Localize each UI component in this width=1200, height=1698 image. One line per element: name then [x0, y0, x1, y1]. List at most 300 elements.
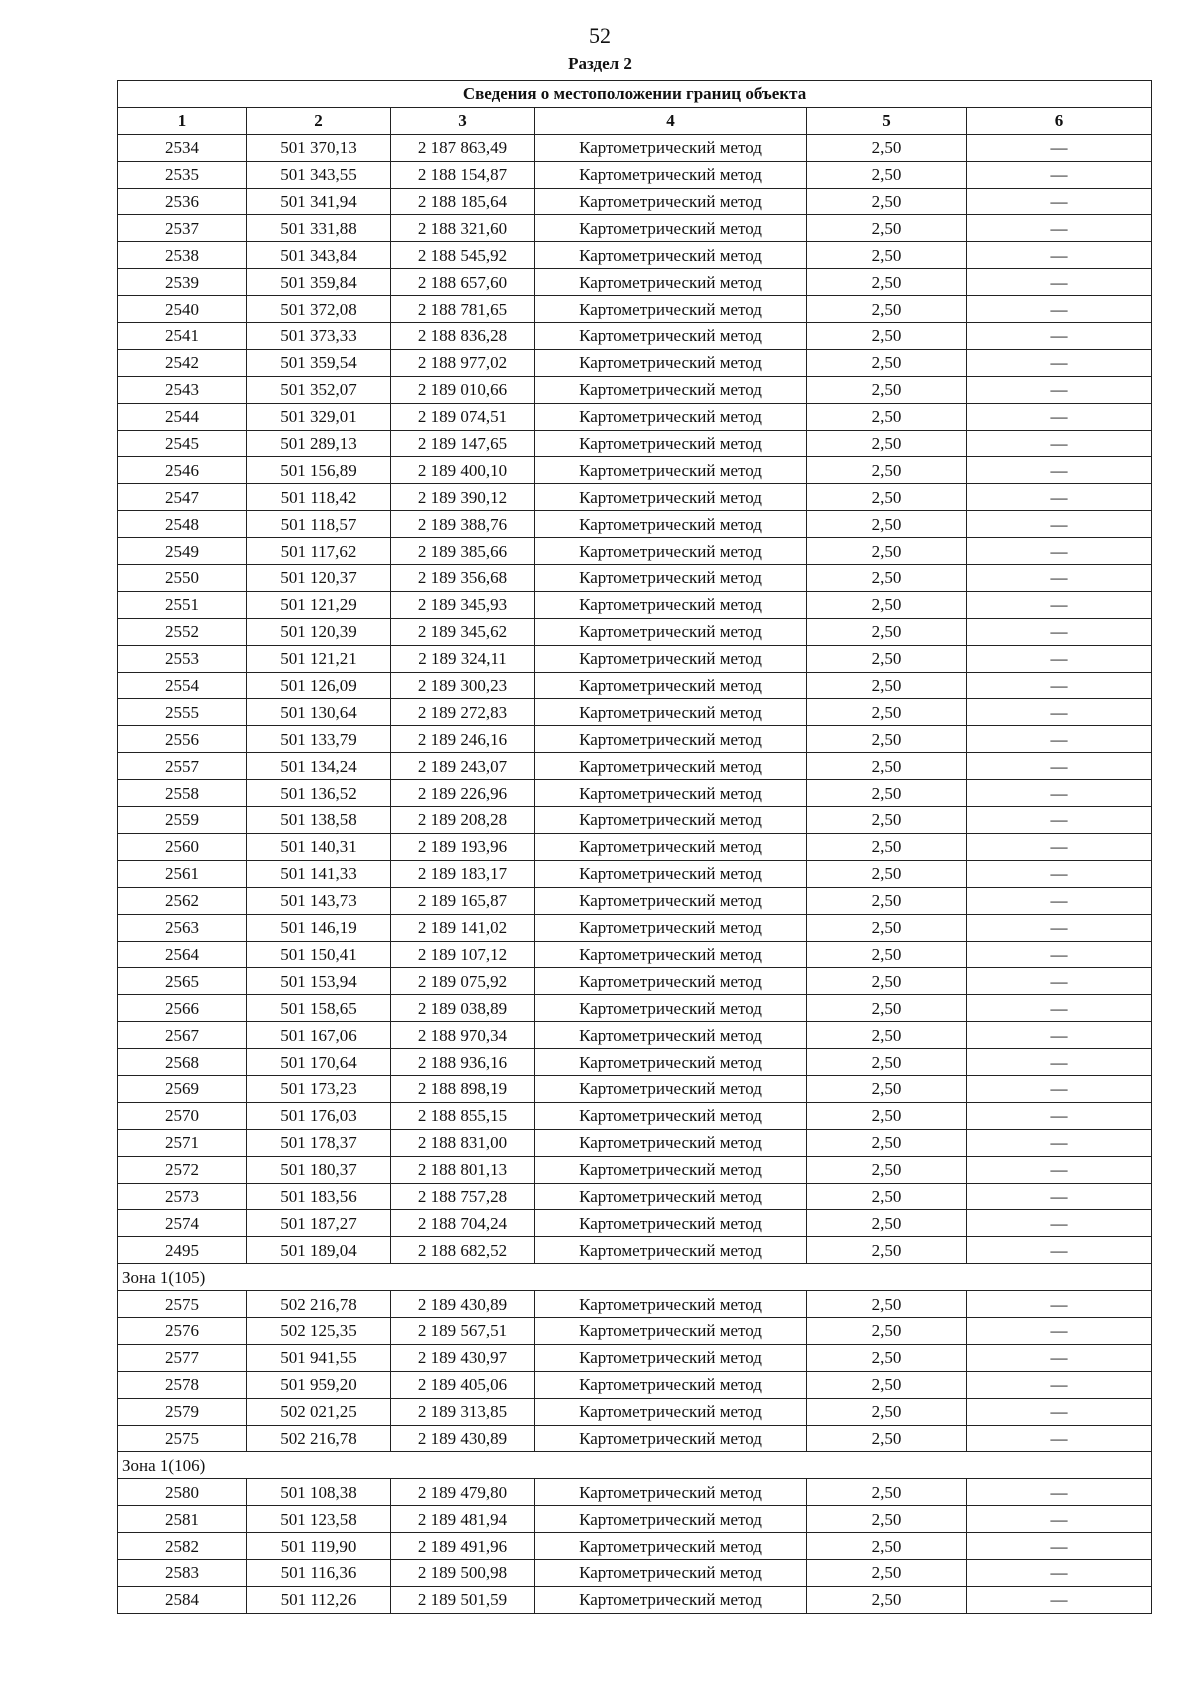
section-title: Раздел 2 — [568, 54, 632, 73]
method-cell: Картометрический метод — [535, 1075, 807, 1102]
x-coordinate-cell: 501 133,79 — [247, 726, 391, 753]
method-cell: Картометрический метод — [535, 1049, 807, 1076]
note-cell: — — [967, 1398, 1152, 1425]
y-coordinate-cell: 2 188 898,19 — [391, 1075, 535, 1102]
x-coordinate-cell: 501 289,13 — [247, 430, 391, 457]
accuracy-cell: 2,50 — [807, 134, 967, 161]
point-number-cell: 2542 — [118, 349, 247, 376]
accuracy-cell: 2,50 — [807, 1398, 967, 1425]
x-coordinate-cell: 501 141,33 — [247, 860, 391, 887]
note-cell: — — [967, 215, 1152, 242]
method-cell: Картометрический метод — [535, 887, 807, 914]
note-cell: — — [967, 914, 1152, 941]
table-row — [118, 1425, 1152, 1452]
y-coordinate-cell: 2 188 781,65 — [391, 296, 535, 323]
table-row — [118, 242, 1152, 269]
y-coordinate-cell: 2 189 075,92 — [391, 968, 535, 995]
point-number-cell: 2545 — [118, 430, 247, 457]
note-cell: — — [967, 538, 1152, 565]
note-cell: — — [967, 565, 1152, 592]
note-cell: — — [967, 1506, 1152, 1533]
y-coordinate-cell: 2 188 970,34 — [391, 1022, 535, 1049]
x-coordinate-cell: 501 173,23 — [247, 1075, 391, 1102]
y-coordinate-cell: 2 189 193,96 — [391, 833, 535, 860]
y-coordinate-cell: 2 188 682,52 — [391, 1237, 535, 1264]
note-cell: — — [967, 807, 1152, 834]
accuracy-cell: 2,50 — [807, 430, 967, 457]
x-coordinate-cell: 501 150,41 — [247, 941, 391, 968]
note-cell: — — [967, 591, 1152, 618]
accuracy-cell: 2,50 — [807, 215, 967, 242]
table-row — [118, 1049, 1152, 1076]
x-coordinate-cell: 501 118,42 — [247, 484, 391, 511]
y-coordinate-cell: 2 188 657,60 — [391, 269, 535, 296]
y-coordinate-cell: 2 189 500,98 — [391, 1559, 535, 1586]
point-number-cell: 2575 — [118, 1291, 247, 1318]
note-cell: — — [967, 1479, 1152, 1506]
accuracy-cell: 2,50 — [807, 914, 967, 941]
point-number-cell: 2554 — [118, 672, 247, 699]
y-coordinate-cell: 2 189 567,51 — [391, 1317, 535, 1344]
accuracy-cell: 2,50 — [807, 1479, 967, 1506]
x-coordinate-cell: 501 126,09 — [247, 672, 391, 699]
point-number-cell: 2553 — [118, 645, 247, 672]
y-coordinate-cell: 2 189 388,76 — [391, 511, 535, 538]
y-coordinate-cell: 2 189 243,07 — [391, 753, 535, 780]
x-coordinate-cell: 501 158,65 — [247, 995, 391, 1022]
table-row — [118, 134, 1152, 161]
method-cell: Картометрический метод — [535, 161, 807, 188]
method-cell: Картометрический метод — [535, 296, 807, 323]
table-row — [118, 457, 1152, 484]
table-row — [118, 780, 1152, 807]
y-coordinate-cell: 2 187 863,49 — [391, 134, 535, 161]
method-cell: Картометрический метод — [535, 1344, 807, 1371]
point-number-cell: 2534 — [118, 134, 247, 161]
method-cell: Картометрический метод — [535, 1156, 807, 1183]
x-coordinate-cell: 501 143,73 — [247, 887, 391, 914]
point-number-cell: 2556 — [118, 726, 247, 753]
y-coordinate-cell: 2 188 185,64 — [391, 188, 535, 215]
y-coordinate-cell: 2 189 385,66 — [391, 538, 535, 565]
x-coordinate-cell: 501 959,20 — [247, 1371, 391, 1398]
x-coordinate-cell: 501 373,33 — [247, 323, 391, 350]
note-cell: — — [967, 188, 1152, 215]
x-coordinate-cell: 501 352,07 — [247, 376, 391, 403]
method-cell: Картометрический метод — [535, 457, 807, 484]
table-row — [118, 1479, 1152, 1506]
note-cell: — — [967, 887, 1152, 914]
method-cell: Картометрический метод — [535, 941, 807, 968]
table-row — [118, 1533, 1152, 1560]
method-cell: Картометрический метод — [535, 1317, 807, 1344]
x-coordinate-cell: 502 125,35 — [247, 1317, 391, 1344]
x-coordinate-cell: 501 136,52 — [247, 780, 391, 807]
method-cell: Картометрический метод — [535, 1210, 807, 1237]
y-coordinate-cell: 2 189 010,66 — [391, 376, 535, 403]
accuracy-cell: 2,50 — [807, 242, 967, 269]
y-coordinate-cell: 2 189 430,89 — [391, 1291, 535, 1318]
x-coordinate-cell: 502 021,25 — [247, 1398, 391, 1425]
accuracy-cell: 2,50 — [807, 1559, 967, 1586]
x-coordinate-cell: 501 153,94 — [247, 968, 391, 995]
y-coordinate-cell: 2 189 038,89 — [391, 995, 535, 1022]
y-coordinate-cell: 2 189 300,23 — [391, 672, 535, 699]
y-coordinate-cell: 2 189 165,87 — [391, 887, 535, 914]
method-cell: Картометрический метод — [535, 672, 807, 699]
accuracy-cell: 2,50 — [807, 591, 967, 618]
note-cell: — — [967, 941, 1152, 968]
method-cell: Картометрический метод — [535, 1371, 807, 1398]
accuracy-cell: 2,50 — [807, 672, 967, 699]
note-cell: — — [967, 645, 1152, 672]
point-number-cell: 2582 — [118, 1533, 247, 1560]
accuracy-cell: 2,50 — [807, 618, 967, 645]
x-coordinate-cell: 501 359,84 — [247, 269, 391, 296]
x-coordinate-cell: 501 130,64 — [247, 699, 391, 726]
accuracy-cell: 2,50 — [807, 1586, 967, 1613]
table-row — [118, 914, 1152, 941]
y-coordinate-cell: 2 188 321,60 — [391, 215, 535, 242]
point-number-cell: 2584 — [118, 1586, 247, 1613]
x-coordinate-cell: 501 341,94 — [247, 188, 391, 215]
note-cell: — — [967, 1183, 1152, 1210]
table-row — [118, 1237, 1152, 1264]
y-coordinate-cell: 2 189 226,96 — [391, 780, 535, 807]
table-row — [118, 403, 1152, 430]
note-cell: — — [967, 349, 1152, 376]
zone-label: Зона 1(106) — [118, 1452, 1152, 1479]
note-cell: — — [967, 269, 1152, 296]
table-row — [118, 726, 1152, 753]
point-number-cell: 2568 — [118, 1049, 247, 1076]
x-coordinate-cell: 501 112,26 — [247, 1586, 391, 1613]
zone-label: Зона 1(105) — [118, 1264, 1152, 1291]
table-row — [118, 1317, 1152, 1344]
x-coordinate-cell: 501 372,08 — [247, 296, 391, 323]
x-coordinate-cell: 501 178,37 — [247, 1129, 391, 1156]
x-coordinate-cell: 502 216,78 — [247, 1291, 391, 1318]
method-cell: Картометрический метод — [535, 215, 807, 242]
note-cell: — — [967, 780, 1152, 807]
note-cell: — — [967, 430, 1152, 457]
point-number-cell: 2566 — [118, 995, 247, 1022]
y-coordinate-cell: 2 188 831,00 — [391, 1129, 535, 1156]
point-number-cell: 2557 — [118, 753, 247, 780]
accuracy-cell: 2,50 — [807, 161, 967, 188]
x-coordinate-cell: 501 121,29 — [247, 591, 391, 618]
point-number-cell: 2572 — [118, 1156, 247, 1183]
y-coordinate-cell: 2 189 390,12 — [391, 484, 535, 511]
accuracy-cell: 2,50 — [807, 699, 967, 726]
x-coordinate-cell: 501 180,37 — [247, 1156, 391, 1183]
note-cell: — — [967, 1371, 1152, 1398]
y-coordinate-cell: 2 188 704,24 — [391, 1210, 535, 1237]
method-cell: Картометрический метод — [535, 1237, 807, 1264]
point-number-cell: 2583 — [118, 1559, 247, 1586]
accuracy-cell: 2,50 — [807, 376, 967, 403]
x-coordinate-cell: 501 343,55 — [247, 161, 391, 188]
accuracy-cell: 2,50 — [807, 726, 967, 753]
note-cell: — — [967, 1075, 1152, 1102]
column-number: 5 — [807, 107, 967, 134]
table-row — [118, 1210, 1152, 1237]
method-cell: Картометрический метод — [535, 484, 807, 511]
y-coordinate-cell: 2 189 272,83 — [391, 699, 535, 726]
table-row — [118, 1102, 1152, 1129]
table-row — [118, 215, 1152, 242]
x-coordinate-cell: 501 140,31 — [247, 833, 391, 860]
point-number-cell: 2543 — [118, 376, 247, 403]
accuracy-cell: 2,50 — [807, 1425, 967, 1452]
point-number-cell: 2552 — [118, 618, 247, 645]
table-caption: Сведения о местоположении границ объекта — [118, 81, 1152, 108]
method-cell: Картометрический метод — [535, 1398, 807, 1425]
point-number-cell: 2560 — [118, 833, 247, 860]
note-cell: — — [967, 296, 1152, 323]
table-row — [118, 672, 1152, 699]
y-coordinate-cell: 2 189 074,51 — [391, 403, 535, 430]
point-number-cell: 2495 — [118, 1237, 247, 1264]
point-number-cell: 2549 — [118, 538, 247, 565]
method-cell: Картометрический метод — [535, 188, 807, 215]
method-cell: Картометрический метод — [535, 565, 807, 592]
point-number-cell: 2578 — [118, 1371, 247, 1398]
x-coordinate-cell: 501 118,57 — [247, 511, 391, 538]
y-coordinate-cell: 2 189 430,89 — [391, 1425, 535, 1452]
point-number-cell: 2563 — [118, 914, 247, 941]
point-number-cell: 2573 — [118, 1183, 247, 1210]
note-cell: — — [967, 1237, 1152, 1264]
table-row — [118, 833, 1152, 860]
table-row — [118, 296, 1152, 323]
accuracy-cell: 2,50 — [807, 1317, 967, 1344]
method-cell: Картометрический метод — [535, 1559, 807, 1586]
accuracy-cell: 2,50 — [807, 860, 967, 887]
accuracy-cell: 2,50 — [807, 1129, 967, 1156]
accuracy-cell: 2,50 — [807, 349, 967, 376]
table-row — [118, 565, 1152, 592]
accuracy-cell: 2,50 — [807, 753, 967, 780]
table-row — [118, 968, 1152, 995]
note-cell: — — [967, 323, 1152, 350]
note-cell: — — [967, 1291, 1152, 1318]
point-number-cell: 2581 — [118, 1506, 247, 1533]
note-cell: — — [967, 1533, 1152, 1560]
accuracy-cell: 2,50 — [807, 403, 967, 430]
table-caption-row — [118, 81, 1152, 108]
note-cell: — — [967, 1022, 1152, 1049]
y-coordinate-cell: 2 189 107,12 — [391, 941, 535, 968]
x-coordinate-cell: 501 329,01 — [247, 403, 391, 430]
boundary-coordinates-table — [117, 80, 1152, 1614]
method-cell: Картометрический метод — [535, 134, 807, 161]
note-cell: — — [967, 1156, 1152, 1183]
y-coordinate-cell: 2 189 313,85 — [391, 1398, 535, 1425]
table-row — [118, 188, 1152, 215]
note-cell: — — [967, 860, 1152, 887]
table-row — [118, 1129, 1152, 1156]
y-coordinate-cell: 2 188 977,02 — [391, 349, 535, 376]
page-number: 52 — [589, 23, 611, 48]
x-coordinate-cell: 502 216,78 — [247, 1425, 391, 1452]
accuracy-cell: 2,50 — [807, 887, 967, 914]
x-coordinate-cell: 501 183,56 — [247, 1183, 391, 1210]
y-coordinate-cell: 2 188 154,87 — [391, 161, 535, 188]
x-coordinate-cell: 501 941,55 — [247, 1344, 391, 1371]
accuracy-cell: 2,50 — [807, 1183, 967, 1210]
note-cell: — — [967, 1102, 1152, 1129]
accuracy-cell: 2,50 — [807, 1344, 967, 1371]
y-coordinate-cell: 2 188 855,15 — [391, 1102, 535, 1129]
x-coordinate-cell: 501 359,54 — [247, 349, 391, 376]
method-cell: Картометрический метод — [535, 968, 807, 995]
accuracy-cell: 2,50 — [807, 269, 967, 296]
method-cell: Картометрический метод — [535, 538, 807, 565]
accuracy-cell: 2,50 — [807, 1533, 967, 1560]
accuracy-cell: 2,50 — [807, 565, 967, 592]
point-number-cell: 2539 — [118, 269, 247, 296]
x-coordinate-cell: 501 146,19 — [247, 914, 391, 941]
accuracy-cell: 2,50 — [807, 457, 967, 484]
point-number-cell: 2550 — [118, 565, 247, 592]
x-coordinate-cell: 501 331,88 — [247, 215, 391, 242]
accuracy-cell: 2,50 — [807, 1506, 967, 1533]
point-number-cell: 2555 — [118, 699, 247, 726]
method-cell: Картометрический метод — [535, 860, 807, 887]
y-coordinate-cell: 2 189 147,65 — [391, 430, 535, 457]
method-cell: Картометрический метод — [535, 645, 807, 672]
y-coordinate-cell: 2 188 936,16 — [391, 1049, 535, 1076]
note-cell: — — [967, 376, 1152, 403]
method-cell: Картометрический метод — [535, 349, 807, 376]
x-coordinate-cell: 501 121,21 — [247, 645, 391, 672]
zone-header-row — [118, 1452, 1152, 1479]
accuracy-cell: 2,50 — [807, 1237, 967, 1264]
point-number-cell: 2540 — [118, 296, 247, 323]
note-cell: — — [967, 1344, 1152, 1371]
method-cell: Картометрический метод — [535, 242, 807, 269]
point-number-cell: 2544 — [118, 403, 247, 430]
point-number-cell: 2559 — [118, 807, 247, 834]
method-cell: Картометрический метод — [535, 269, 807, 296]
x-coordinate-cell: 501 119,90 — [247, 1533, 391, 1560]
note-cell: — — [967, 753, 1152, 780]
note-cell: — — [967, 1559, 1152, 1586]
accuracy-cell: 2,50 — [807, 511, 967, 538]
method-cell: Картометрический метод — [535, 1183, 807, 1210]
point-number-cell: 2541 — [118, 323, 247, 350]
table-row — [118, 1559, 1152, 1586]
x-coordinate-cell: 501 170,64 — [247, 1049, 391, 1076]
y-coordinate-cell: 2 189 345,62 — [391, 618, 535, 645]
note-cell: — — [967, 833, 1152, 860]
table-row — [118, 699, 1152, 726]
y-coordinate-cell: 2 189 208,28 — [391, 807, 535, 834]
method-cell: Картометрический метод — [535, 1022, 807, 1049]
table-row — [118, 1371, 1152, 1398]
table-row — [118, 1022, 1152, 1049]
point-number-cell: 2576 — [118, 1317, 247, 1344]
x-coordinate-cell: 501 134,24 — [247, 753, 391, 780]
x-coordinate-cell: 501 176,03 — [247, 1102, 391, 1129]
x-coordinate-cell: 501 120,37 — [247, 565, 391, 592]
method-cell: Картометрический метод — [535, 1533, 807, 1560]
point-number-cell: 2575 — [118, 1425, 247, 1452]
table-row — [118, 941, 1152, 968]
y-coordinate-cell: 2 189 479,80 — [391, 1479, 535, 1506]
point-number-cell: 2547 — [118, 484, 247, 511]
accuracy-cell: 2,50 — [807, 484, 967, 511]
point-number-cell: 2558 — [118, 780, 247, 807]
method-cell: Картометрический метод — [535, 1102, 807, 1129]
x-coordinate-cell: 501 189,04 — [247, 1237, 391, 1264]
zone-header-row — [118, 1264, 1152, 1291]
y-coordinate-cell: 2 189 405,06 — [391, 1371, 535, 1398]
method-cell: Картометрический метод — [535, 833, 807, 860]
note-cell: — — [967, 484, 1152, 511]
note-cell: — — [967, 134, 1152, 161]
accuracy-cell: 2,50 — [807, 780, 967, 807]
method-cell: Картометрический метод — [535, 1506, 807, 1533]
table-row — [118, 591, 1152, 618]
method-cell: Картометрический метод — [535, 780, 807, 807]
note-cell: — — [967, 242, 1152, 269]
table-row — [118, 1506, 1152, 1533]
x-coordinate-cell: 501 116,36 — [247, 1559, 391, 1586]
point-number-cell: 2579 — [118, 1398, 247, 1425]
table-row — [118, 1183, 1152, 1210]
y-coordinate-cell: 2 189 345,93 — [391, 591, 535, 618]
y-coordinate-cell: 2 188 757,28 — [391, 1183, 535, 1210]
point-number-cell: 2538 — [118, 242, 247, 269]
accuracy-cell: 2,50 — [807, 1156, 967, 1183]
accuracy-cell: 2,50 — [807, 1022, 967, 1049]
point-number-cell: 2564 — [118, 941, 247, 968]
point-number-cell: 2569 — [118, 1075, 247, 1102]
table-row — [118, 349, 1152, 376]
method-cell: Картометрический метод — [535, 618, 807, 645]
accuracy-cell: 2,50 — [807, 807, 967, 834]
x-coordinate-cell: 501 108,38 — [247, 1479, 391, 1506]
point-number-cell: 2537 — [118, 215, 247, 242]
accuracy-cell: 2,50 — [807, 1049, 967, 1076]
point-number-cell: 2548 — [118, 511, 247, 538]
y-coordinate-cell: 2 188 801,13 — [391, 1156, 535, 1183]
point-number-cell: 2567 — [118, 1022, 247, 1049]
table-row — [118, 323, 1152, 350]
x-coordinate-cell: 501 343,84 — [247, 242, 391, 269]
note-cell: — — [967, 1586, 1152, 1613]
method-cell: Картометрический метод — [535, 807, 807, 834]
table-row — [118, 645, 1152, 672]
y-coordinate-cell: 2 188 836,28 — [391, 323, 535, 350]
y-coordinate-cell: 2 189 183,17 — [391, 860, 535, 887]
table-row — [118, 1586, 1152, 1613]
accuracy-cell: 2,50 — [807, 995, 967, 1022]
x-coordinate-cell: 501 138,58 — [247, 807, 391, 834]
accuracy-cell: 2,50 — [807, 941, 967, 968]
table-row — [118, 995, 1152, 1022]
note-cell: — — [967, 403, 1152, 430]
y-coordinate-cell: 2 189 141,02 — [391, 914, 535, 941]
accuracy-cell: 2,50 — [807, 1291, 967, 1318]
accuracy-cell: 2,50 — [807, 1210, 967, 1237]
method-cell: Картометрический метод — [535, 323, 807, 350]
note-cell: — — [967, 699, 1152, 726]
method-cell: Картометрический метод — [535, 699, 807, 726]
point-number-cell: 2546 — [118, 457, 247, 484]
